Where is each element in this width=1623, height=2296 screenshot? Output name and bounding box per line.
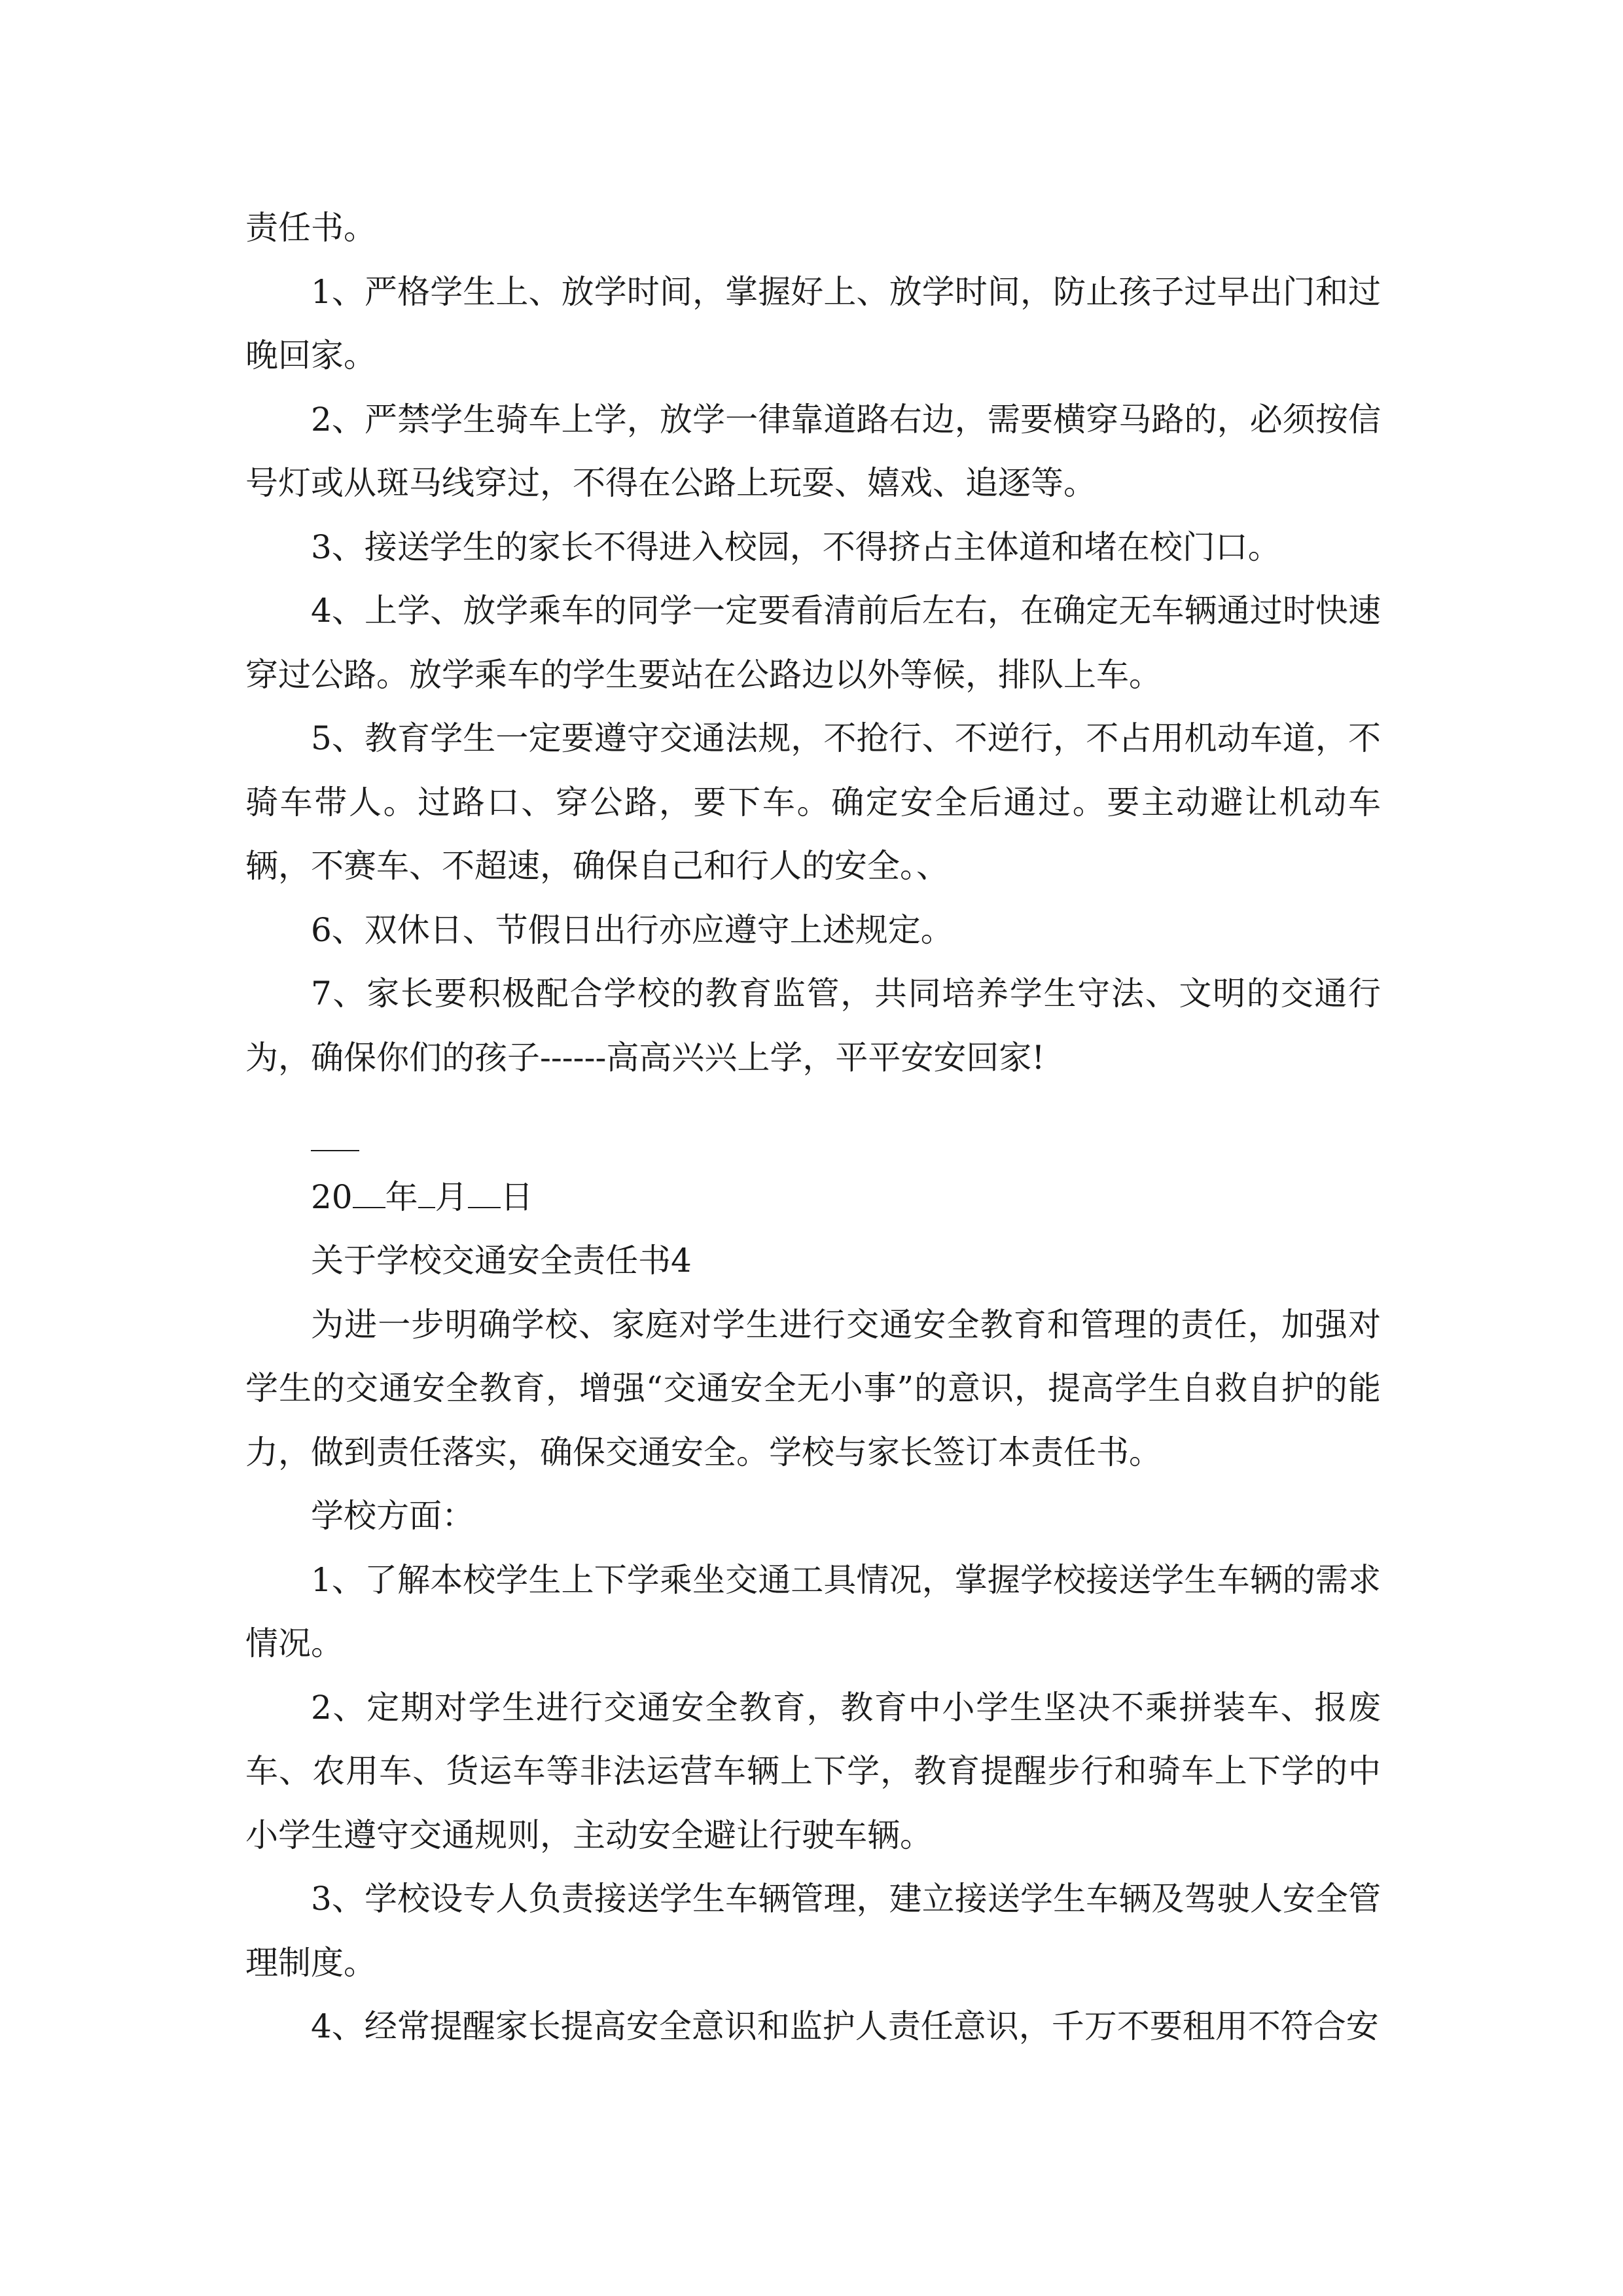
paragraph-rule-4: 4、上学、放学乘车的同学一定要看清前后左右，在确定无车辆通过时快速穿过公路。放学乘车的学生要站在公路边以外等候，排队上车。: [245, 592, 1381, 694]
signature-blank-line: [311, 1102, 359, 1166]
paragraph-rule-2: 2、严禁学生骑车上学，放学一律靠道路右边，需要横穿马路的，必须按信号灯或从斑马线穿过，不得在公路上玩耍、嬉戏、追逐等。: [245, 400, 1381, 502]
document-body: [245, 196, 1381, 2059]
paragraph-continuation: 责任书。: [245, 209, 376, 247]
paragraph-school-2: 2、定期对学生进行交通安全教育，教育中小学生坚决不乘拼装车、报废车、农用车、货运车等非法运营车辆上下学，教育提醒步行和骑车上下学的中小学生遵守交通规则，主动安全避让行驶车辆。: [245, 1688, 1381, 1854]
date-year-blank: [353, 1178, 385, 1208]
date-day-blank: [468, 1178, 501, 1208]
paragraph-rule-5: 5、教育学生一定要遵守交通法规，不抢行、不逆行，不占用机动车道，不骑车带人。过路口、穿公路，要下车。确定安全后通过。要主动避让机动车辆，不赛车、不超速，确保自己和行人的安全。、: [245, 719, 1381, 885]
date-month-blank: [418, 1178, 435, 1208]
paragraph-school-4: 4、经常提醒家长提高安全意识和监护人责任意识，千万不要租用不符合安: [311, 2007, 1379, 2045]
paragraph-school-1: 1、了解本校学生上下学乘坐交通工具情况，掌握学校接送学生车辆的需求情况。: [245, 1560, 1381, 1662]
paragraph-rule-7: 7、家长要积极配合学校的教育监管，共同培养学生守法、文明的交通行为，确保你们的孩子------高高兴兴上学，平平安安回家!: [245, 975, 1381, 1077]
date-day-char: 日: [500, 1177, 533, 1216]
date-line: [245, 1166, 1381, 1230]
paragraph-intro: 为进一步明确学校、家庭对学生进行交通安全教育和管理的责任，加强对学生的交通安全教育，增强“交通安全无小事”的意识，提高学生自救自护的能力，做到责任落实，确保交通安全。学校与家长签订本责任书。: [245, 1305, 1381, 1471]
date-month-char: 月: [435, 1177, 468, 1216]
paragraph-school-heading: 学校方面：: [311, 1497, 474, 1535]
date-year-char: 年: [385, 1177, 418, 1216]
paragraph-rule-6: 6、双休日、节假日出行亦应遵守上述规定。: [311, 910, 954, 949]
section-title: 关于学校交通安全责任书4: [311, 1242, 692, 1280]
paragraph-school-3: 3、学校设专人负责接送学生车辆管理，建立接送学生车辆及驾驶人安全管理制度。: [245, 1880, 1381, 1982]
paragraph-rule-3: 3、接送学生的家长不得进入校园，不得挤占主体道和堵在校门口。: [311, 528, 1281, 566]
date-year-prefix: 20: [311, 1177, 353, 1216]
paragraph-rule-1: 1、严格学生上、放学时间，掌握好上、放学时间，防止孩子过早出门和过晚回家。: [245, 272, 1381, 374]
